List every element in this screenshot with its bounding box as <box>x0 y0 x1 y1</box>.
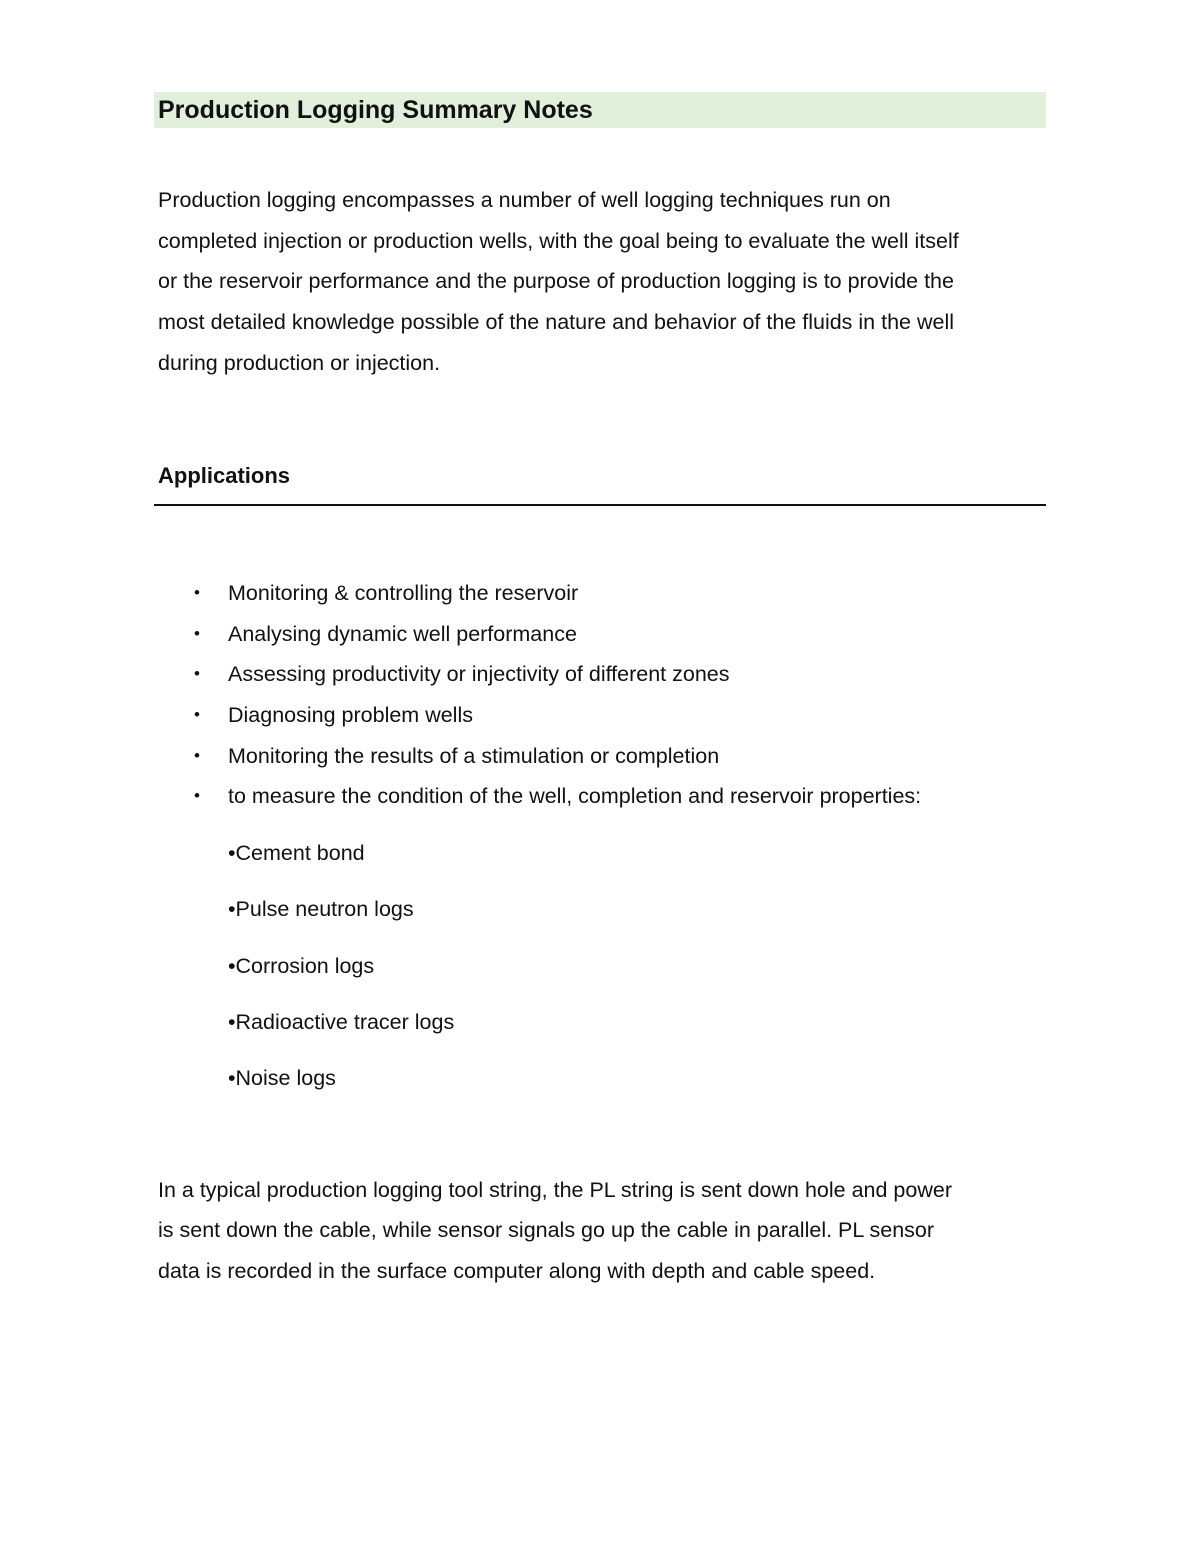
closing-line: data is recorded in the surface computer along with depth and cable speed. <box>158 1258 876 1283</box>
bullet-icon: • <box>194 786 200 806</box>
list-item-text: Assessing productivity or injectivity of different zones <box>228 662 730 687</box>
sub-list-item: •Pulse neutron logs <box>228 897 414 922</box>
sub-list-item: •Cement bond <box>228 841 365 865</box>
sub-list-item: •Radioactive tracer logs <box>228 1009 455 1034</box>
applications-heading: Applications <box>158 463 291 488</box>
intro-line: most detailed knowledge possible of the nature and behavior of the fluids in the well <box>158 310 955 335</box>
closing-line: is sent down the cable, while sensor signals go up the cable in parallel. PL sensor <box>158 1218 935 1243</box>
closing-line: In a typical production logging tool string, the PL string is sent down hole and power <box>158 1178 952 1202</box>
bullet-icon: • <box>194 664 200 684</box>
log-types-sublist <box>228 836 454 1117</box>
bullet-icon: • <box>194 583 200 602</box>
bullet-icon: • <box>194 745 200 765</box>
bullet-icon: • <box>194 623 200 643</box>
intro-line: or the reservoir performance and the purpose of production logging is to provide the <box>158 269 954 294</box>
sub-list-item: •Noise logs <box>228 1066 336 1091</box>
intro-line: Production logging encompasses a number of well logging techniques run on <box>158 188 891 212</box>
intro-line: completed injection or production wells, with the goal being to evaluate the well itself <box>158 228 959 253</box>
list-item-text: to measure the condition of the well, completion and reservoir properties: <box>228 784 922 809</box>
sub-list-item: •Corrosion logs <box>228 953 375 978</box>
closing-paragraph <box>158 1170 1043 1291</box>
list-item-text: Monitoring the results of a stimulation or completion <box>228 743 720 768</box>
list-item-text: Analysing dynamic well performance <box>228 621 577 646</box>
list-item-text: Diagnosing problem wells <box>228 703 473 728</box>
bullet-icon: • <box>194 705 200 725</box>
document-title: Production Logging Summary Notes <box>158 96 593 124</box>
section-divider <box>154 504 1046 506</box>
list-item-text: Monitoring & controlling the reservoir <box>228 581 579 605</box>
intro-paragraph <box>158 180 1043 384</box>
intro-line: during production or injection. <box>158 350 441 375</box>
title-highlight-bar <box>154 92 1046 128</box>
